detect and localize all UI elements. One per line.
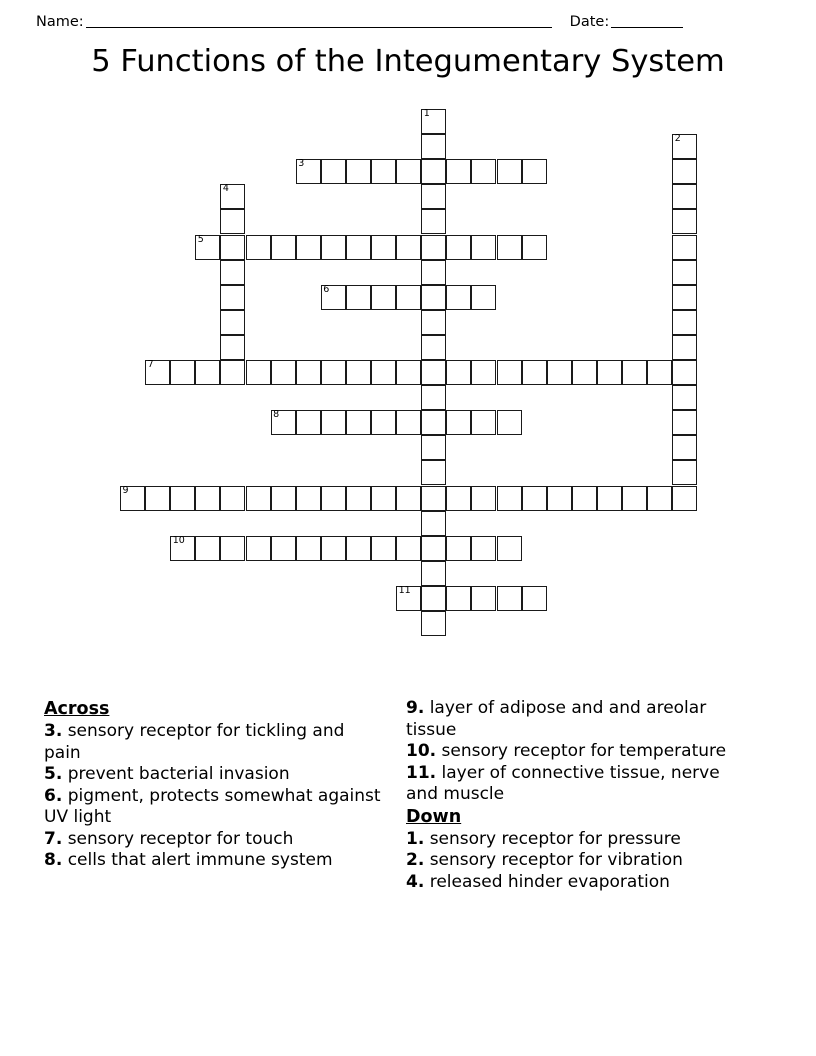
crossword-cell[interactable] <box>672 410 697 435</box>
crossword-cell[interactable] <box>346 360 371 385</box>
crossword-cell[interactable] <box>471 235 496 260</box>
across-heading: Across <box>44 699 110 719</box>
crossword-cell[interactable] <box>421 184 446 209</box>
crossword-cell-number: 5 <box>197 233 204 245</box>
crossword-cell-number: 1 <box>423 108 430 119</box>
crossword-cell[interactable] <box>421 410 446 435</box>
clue-text: pigment, protects somewhat against UV light <box>44 785 381 827</box>
clue-across-9 <box>406 698 746 741</box>
crossword-cell[interactable] <box>421 435 446 460</box>
crossword-cell[interactable] <box>672 360 697 385</box>
crossword-cell[interactable] <box>271 360 296 385</box>
crossword-cell[interactable] <box>170 360 195 385</box>
crossword-cell[interactable] <box>220 335 245 360</box>
clue-number: 7. <box>44 828 63 849</box>
crossword-cell[interactable] <box>220 310 245 335</box>
crossword-cell[interactable] <box>145 360 170 385</box>
crossword-cell[interactable] <box>421 460 446 485</box>
crossword-cell[interactable] <box>346 159 371 184</box>
clue-number: 1. <box>406 828 425 849</box>
clue-across-10 <box>406 741 746 763</box>
crossword-cell-number: 10 <box>172 534 185 546</box>
crossword-cell[interactable] <box>321 235 346 260</box>
crossword-cell[interactable] <box>672 235 697 260</box>
crossword-cell[interactable] <box>522 235 547 260</box>
crossword-cell[interactable] <box>371 486 396 511</box>
crossword-cell[interactable] <box>371 235 396 260</box>
crossword-cell[interactable] <box>446 360 471 385</box>
crossword-cell[interactable] <box>296 536 321 561</box>
crossword-cell[interactable] <box>672 134 697 159</box>
crossword-cell[interactable] <box>421 285 446 310</box>
crossword-cell[interactable] <box>195 536 220 561</box>
crossword-cell[interactable] <box>471 486 496 511</box>
crossword-cell[interactable] <box>220 209 245 234</box>
crossword-cell[interactable] <box>421 611 446 636</box>
crossword-cell[interactable] <box>497 486 522 511</box>
crossword-cell[interactable] <box>346 285 371 310</box>
crossword-cell[interactable] <box>547 360 572 385</box>
clue-text: sensory receptor for temperature <box>441 741 727 761</box>
crossword-cell[interactable] <box>497 586 522 611</box>
crossword-cell-number: 3 <box>298 158 305 170</box>
crossword-cell[interactable] <box>220 536 245 561</box>
date-label: Date: <box>569 14 610 30</box>
clue-across-7 <box>44 829 384 851</box>
crossword-cell[interactable] <box>346 536 371 561</box>
crossword-cell[interactable] <box>672 310 697 335</box>
crossword-cell[interactable] <box>195 235 220 260</box>
crossword-cell[interactable] <box>421 260 446 285</box>
crossword-cell[interactable] <box>195 360 220 385</box>
clue-number: 8. <box>44 850 63 870</box>
crossword-cell[interactable] <box>622 360 647 385</box>
crossword-cell[interactable] <box>246 360 271 385</box>
crossword-cell[interactable] <box>170 486 195 511</box>
crossword-cell[interactable] <box>321 486 346 511</box>
crossword-cell[interactable] <box>220 184 245 209</box>
clue-number: 4. <box>406 871 425 892</box>
crossword-cell[interactable] <box>446 159 471 184</box>
down-heading: Down <box>406 806 462 827</box>
crossword-cell[interactable] <box>346 410 371 435</box>
crossword-cell[interactable] <box>421 511 446 536</box>
crossword-cell-number: 4 <box>222 183 229 195</box>
crossword-cell[interactable] <box>271 410 296 435</box>
crossword-cell[interactable] <box>371 536 396 561</box>
clue-across-6 <box>44 786 384 829</box>
crossword-cell[interactable] <box>271 486 296 511</box>
crossword-cell[interactable] <box>396 235 421 260</box>
crossword-cell[interactable] <box>572 360 597 385</box>
crossword-cell[interactable] <box>421 486 446 511</box>
crossword-cell[interactable] <box>622 486 647 511</box>
crossword-cell[interactable] <box>471 536 496 561</box>
crossword-cell[interactable] <box>471 285 496 310</box>
crossword-cell[interactable] <box>497 360 522 385</box>
crossword-cell[interactable] <box>522 486 547 511</box>
crossword-cell[interactable] <box>396 159 421 184</box>
crossword-cell[interactable] <box>371 360 396 385</box>
crossword-cell[interactable] <box>421 360 446 385</box>
crossword-cell[interactable] <box>471 360 496 385</box>
crossword-cell[interactable] <box>296 235 321 260</box>
crossword-cell[interactable] <box>497 159 522 184</box>
crossword-cell[interactable] <box>672 285 697 310</box>
crossword-cell[interactable] <box>446 486 471 511</box>
crossword-cell[interactable] <box>296 360 321 385</box>
crossword-cell[interactable] <box>672 385 697 410</box>
name-date-bar <box>36 4 780 30</box>
clue-across-8 <box>44 850 384 872</box>
crossword-cell[interactable] <box>446 536 471 561</box>
crossword-cell-number: 8 <box>273 409 280 421</box>
crossword-cell[interactable] <box>647 360 672 385</box>
clue-text: sensory receptor for touch <box>67 828 294 849</box>
crossword-cell[interactable] <box>421 235 446 260</box>
crossword-cell[interactable] <box>421 134 446 159</box>
crossword-cell[interactable] <box>346 235 371 260</box>
crossword-cell[interactable] <box>597 486 622 511</box>
clue-down-2 <box>406 850 746 872</box>
crossword-cell[interactable] <box>220 360 245 385</box>
clue-across-11 <box>406 763 746 806</box>
clue-column-left <box>44 698 384 872</box>
crossword-cell-number: 9 <box>122 484 129 496</box>
name-label: Name: <box>36 14 84 30</box>
crossword-cell[interactable] <box>597 360 622 385</box>
crossword-cell[interactable] <box>672 335 697 360</box>
crossword-cell[interactable] <box>220 260 245 285</box>
clue-text: prevent bacterial invasion <box>67 764 290 784</box>
crossword-cell-number: 6 <box>323 283 330 295</box>
crossword-cell[interactable] <box>497 410 522 435</box>
crossword-cell[interactable] <box>396 285 421 310</box>
clue-number: 2. <box>406 850 425 870</box>
crossword-cell[interactable] <box>246 536 271 561</box>
crossword-cell[interactable] <box>471 159 496 184</box>
clue-text: cells that alert immune system <box>67 850 333 870</box>
crossword-cell[interactable] <box>296 486 321 511</box>
crossword-cell[interactable] <box>321 285 346 310</box>
clue-number: 5. <box>44 764 63 784</box>
crossword-cell-number: 11 <box>398 584 411 596</box>
crossword-cell[interactable] <box>471 586 496 611</box>
crossword-cell[interactable] <box>672 184 697 209</box>
clue-across-3 <box>44 721 384 764</box>
crossword-cell[interactable] <box>446 586 471 611</box>
crossword-cell[interactable] <box>170 536 195 561</box>
crossword-cell[interactable] <box>220 486 245 511</box>
crossword-cell[interactable] <box>321 410 346 435</box>
crossword-cell[interactable] <box>446 235 471 260</box>
crossword-cell[interactable] <box>371 285 396 310</box>
crossword-cell[interactable] <box>672 209 697 234</box>
clue-down-1 <box>406 829 746 851</box>
crossword-cell[interactable] <box>497 536 522 561</box>
crossword-cell[interactable] <box>446 285 471 310</box>
crossword-cell[interactable] <box>547 486 572 511</box>
crossword-cell[interactable] <box>672 435 697 460</box>
crossword-cell[interactable] <box>672 460 697 485</box>
clue-text: sensory receptor for pressure <box>429 828 681 849</box>
clue-text: released hinder evaporation <box>429 871 670 892</box>
crossword-cell[interactable] <box>647 486 672 511</box>
crossword-cell[interactable] <box>220 235 245 260</box>
crossword-cell[interactable] <box>471 410 496 435</box>
crossword-cell[interactable] <box>296 410 321 435</box>
crossword-cell[interactable] <box>296 159 321 184</box>
crossword-cell-number: 2 <box>674 133 681 145</box>
clue-across-5 <box>44 764 384 786</box>
crossword-cell[interactable] <box>522 360 547 385</box>
crossword-cell[interactable] <box>145 486 170 511</box>
crossword-cell[interactable] <box>321 159 346 184</box>
crossword-cell[interactable] <box>421 335 446 360</box>
clue-column-right <box>406 698 746 893</box>
clue-text: sensory receptor for vibration <box>429 850 683 870</box>
clue-number: 6. <box>44 785 63 806</box>
crossword-cell[interactable] <box>271 235 296 260</box>
clue-text: sensory receptor for tickling and pain <box>44 721 345 763</box>
crossword-cell[interactable] <box>672 260 697 285</box>
crossword-cell[interactable] <box>396 536 421 561</box>
crossword-cell-number: 7 <box>147 359 154 370</box>
crossword-cell[interactable] <box>346 486 371 511</box>
crossword-cell[interactable] <box>321 536 346 561</box>
crossword-cell[interactable] <box>396 410 421 435</box>
crossword-cell[interactable] <box>396 486 421 511</box>
crossword-cell[interactable] <box>421 159 446 184</box>
crossword-cell[interactable] <box>371 410 396 435</box>
crossword-cell[interactable] <box>522 586 547 611</box>
crossword-cell[interactable] <box>421 586 446 611</box>
clue-text: layer of adipose and and areolar tissue <box>406 698 707 740</box>
crossword-cell[interactable] <box>522 159 547 184</box>
crossword-cell[interactable] <box>421 536 446 561</box>
name-write-in-line[interactable] <box>86 13 552 28</box>
clue-lists <box>44 698 774 948</box>
crossword-cell[interactable] <box>497 235 522 260</box>
clue-number: 9. <box>406 698 425 718</box>
crossword-cell[interactable] <box>371 159 396 184</box>
crossword-cell[interactable] <box>672 486 697 511</box>
crossword-cell[interactable] <box>421 561 446 586</box>
crossword-cell[interactable] <box>195 486 220 511</box>
crossword-cell[interactable] <box>421 109 446 134</box>
crossword-cell[interactable] <box>421 209 446 234</box>
crossword-cell[interactable] <box>446 410 471 435</box>
crossword-cell[interactable] <box>271 536 296 561</box>
crossword-cell[interactable] <box>321 360 346 385</box>
crossword-cell[interactable] <box>421 310 446 335</box>
clue-text: layer of connective tissue, nerve and muscle <box>406 762 720 804</box>
clue-number: 10. <box>406 741 437 761</box>
crossword-cell[interactable] <box>246 486 271 511</box>
crossword-cell[interactable] <box>120 486 145 511</box>
clue-number: 3. <box>44 721 63 741</box>
clue-number: 11. <box>406 762 437 783</box>
date-write-in-line[interactable] <box>611 13 683 28</box>
crossword-cell[interactable] <box>220 285 245 310</box>
crossword-cell[interactable] <box>421 385 446 410</box>
crossword-cell[interactable] <box>396 360 421 385</box>
crossword-cell[interactable] <box>672 159 697 184</box>
crossword-cell[interactable] <box>572 486 597 511</box>
crossword-cell[interactable] <box>396 586 421 611</box>
crossword-cell[interactable] <box>246 235 271 260</box>
page-title: 5 Functions of the Integumentary System <box>91 44 725 79</box>
clue-down-4 <box>406 872 746 894</box>
